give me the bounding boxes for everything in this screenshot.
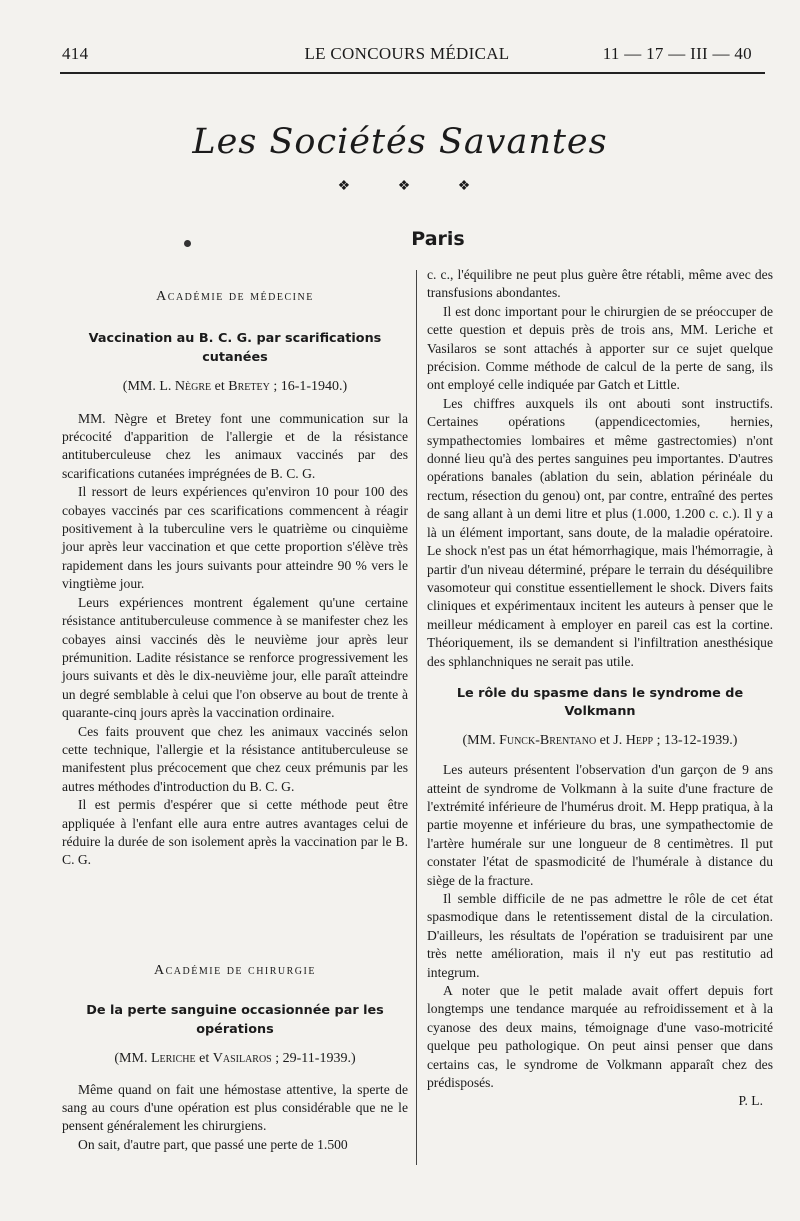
column-divider	[416, 270, 417, 1165]
authors-bcg: (MM. L. Nègre et Bretey ; 16-1-1940.)	[122, 379, 348, 395]
header-rule	[60, 72, 765, 74]
paragraph: Il semble difficile de ne pas admettre le rôle de cet état spasmodique dans le retentissement distal de la circulation. D'ailleurs, les résultats de l'opération se traduisirent par une très nette amélioration, mais il n'y eut pas restitutio ad integrum.	[427, 891, 773, 980]
paragraph: Il est donc important pour le chirurgien de se préoccuper de cette question et depuis près de trois ans, MM. Leriche et Vasilaros se sont attachés à apporter sur ce sujet quelque précision. Comme méthode de calcul de la perte de sang, ils ont employé celle indiquée par Gatch et Little.	[427, 303, 773, 393]
article-title-perte: De la perte sanguine occasionnée par les opérations	[86, 1003, 384, 1037]
paragraph: Les chiffres auxquels ils ont abouti sont instructifs. Certaines opérations (appendicectomies, hernies, sympathectomies lombaires et même gastrectomies) n'ont donné lieu qu'à des pertes sanguines peu importantes. D'autres opérations banales (ablation du sein, ablation périnéale du rectum, résection du genou) ont, par contre, entraîné des pertes de sang allant à un demi litre et plus (1.000, 1.200 c. c.). Il y a là un élément important, sans doute, de la maladie opératoire. Le shock n'est pas un état hémorrhagique, mais l'hémorragie, à partir d'un niveau déterminé, prépare le terrain du déséquilibre vasomoteur qui constitue essentiellement le shock. Divers faits cliniques et expérimentaux incitent les auteurs à penser que le meilleur médicament à employer en pareil cas est la cortine. Théoriquement, ils se demandent si l'infiltration anesthésique des sphlanchniques ne serait pas utile.	[427, 395, 773, 669]
paragraph: c. c., l'équilibre ne peut plus guère être rétabli, même avec des transfusions abondantes.	[427, 267, 773, 301]
paragraph: On sait, d'autre part, que passé une perte de 1.500	[78, 1136, 348, 1152]
journal-title: LE CONCOURS MÉDICAL	[304, 44, 510, 63]
page-number: 414	[62, 44, 89, 63]
issue-date: 11 — 17 — III — 40	[602, 44, 752, 63]
authors-volkmann: (MM. Funck-Brentano et J. Hepp ; 13-12-1939.)	[462, 732, 738, 748]
section-heading-medecine: Académie de médecine	[156, 289, 314, 304]
paragraph: Ces faits prouvent que chez les animaux vaccinés selon cette technique, l'allergie et la résistance antituberculeuse se manifestent plus précocement que chez ceux prémunis par les autres méthodes d'introduction du B. C. G.	[62, 723, 408, 794]
paragraph: Leurs expériences montrent également qu'une certaine résistance antituberculeuse commence à se manifester chez les cobayes ainsi vaccinés dès le neuvième jour après leur prémunition. Ladite résistance se renforce progressivement les jours suivants et dès le dix-neuvième jour, elle paraît atteindre un degré semblable à celui que l'on observe au bout de trente à quarante-cinq jours après la vaccination ordinaire.	[62, 594, 408, 721]
paragraph: Il est permis d'espérer que si cette méthode peut être appliquée à l'enfant elle aura entre autres avantages celui de réduire la durée de son isolement après la vaccination par le B. C. G.	[62, 797, 408, 868]
authors-perte: (MM. Leriche et Vasilaros ; 29-11-1939.)	[114, 1051, 356, 1067]
section-heading-chirurgie: Académie de chirurgie	[154, 963, 316, 978]
paragraph: Les auteurs présentent l'observation d'un garçon de 9 ans atteint de syndrome de Volkmann à la suite d'une fracture de l'extrémité inférieure de l'humérus droit. M. Hepp pratiqua, à la partie moyenne et inférieure du bras, une sympathectomie de l'artère humérale sur une longueur de 8 centimètres. Il put constater l'état de spasmodicité de l'humérale à distance du siège de la fracture.	[427, 762, 773, 888]
signature: P. L.	[738, 1093, 763, 1109]
article-title-bcg: Vaccination au B. C. G. par scarifications cutanées	[88, 331, 382, 365]
paragraph: Même quand on fait une hémostase attentive, la sperte de sang au cours d'une opération est plus considérable que ne le pensent généralement les chirurgiens.	[62, 1081, 408, 1134]
article-title-volkmann: Le rôle du spasme dans le syndrome de Volkmann	[456, 685, 744, 720]
page-header	[62, 44, 752, 70]
paragraph: MM. Nègre et Bretey font une communication sur la précocité d'apparition de l'allergie et de la résistance antituberculeuse chez les animaux vaccinés par des scarifications cutanées imprégnées de B. C. G.	[62, 410, 408, 481]
ink-dot	[184, 240, 191, 247]
city-heading: Paris	[411, 228, 465, 250]
section-title: Les Sociétés Savantes	[192, 122, 608, 162]
left-column	[62, 288, 408, 870]
left-column-chirurgie	[62, 962, 408, 1154]
paragraph: A noter que le petit malade avait offert depuis fort longtemps une tendance marquée au refroidissement et à la cyanose des deux mains, témoignage d'une vaso-motricité quelque peu pathologique. On peut ainsi penser que dans certains cas, le syndrome de Volkmann apparaît chez des prédisposés.	[427, 983, 773, 1091]
paragraph: Il ressort de leurs expériences qu'environ 10 pour 100 des cobayes vaccinés par ces scarifications commencent à réagir positivement à la tuberculine vers le quatrième ou cinquième jour après leur vaccination et que cette proportion s'élève très rapidement dans les jours suivants pour atteindre 90 % vers le vingtième jour.	[62, 484, 408, 592]
right-column	[427, 266, 773, 1111]
ornament: ❖ ❖ ❖	[337, 179, 493, 194]
